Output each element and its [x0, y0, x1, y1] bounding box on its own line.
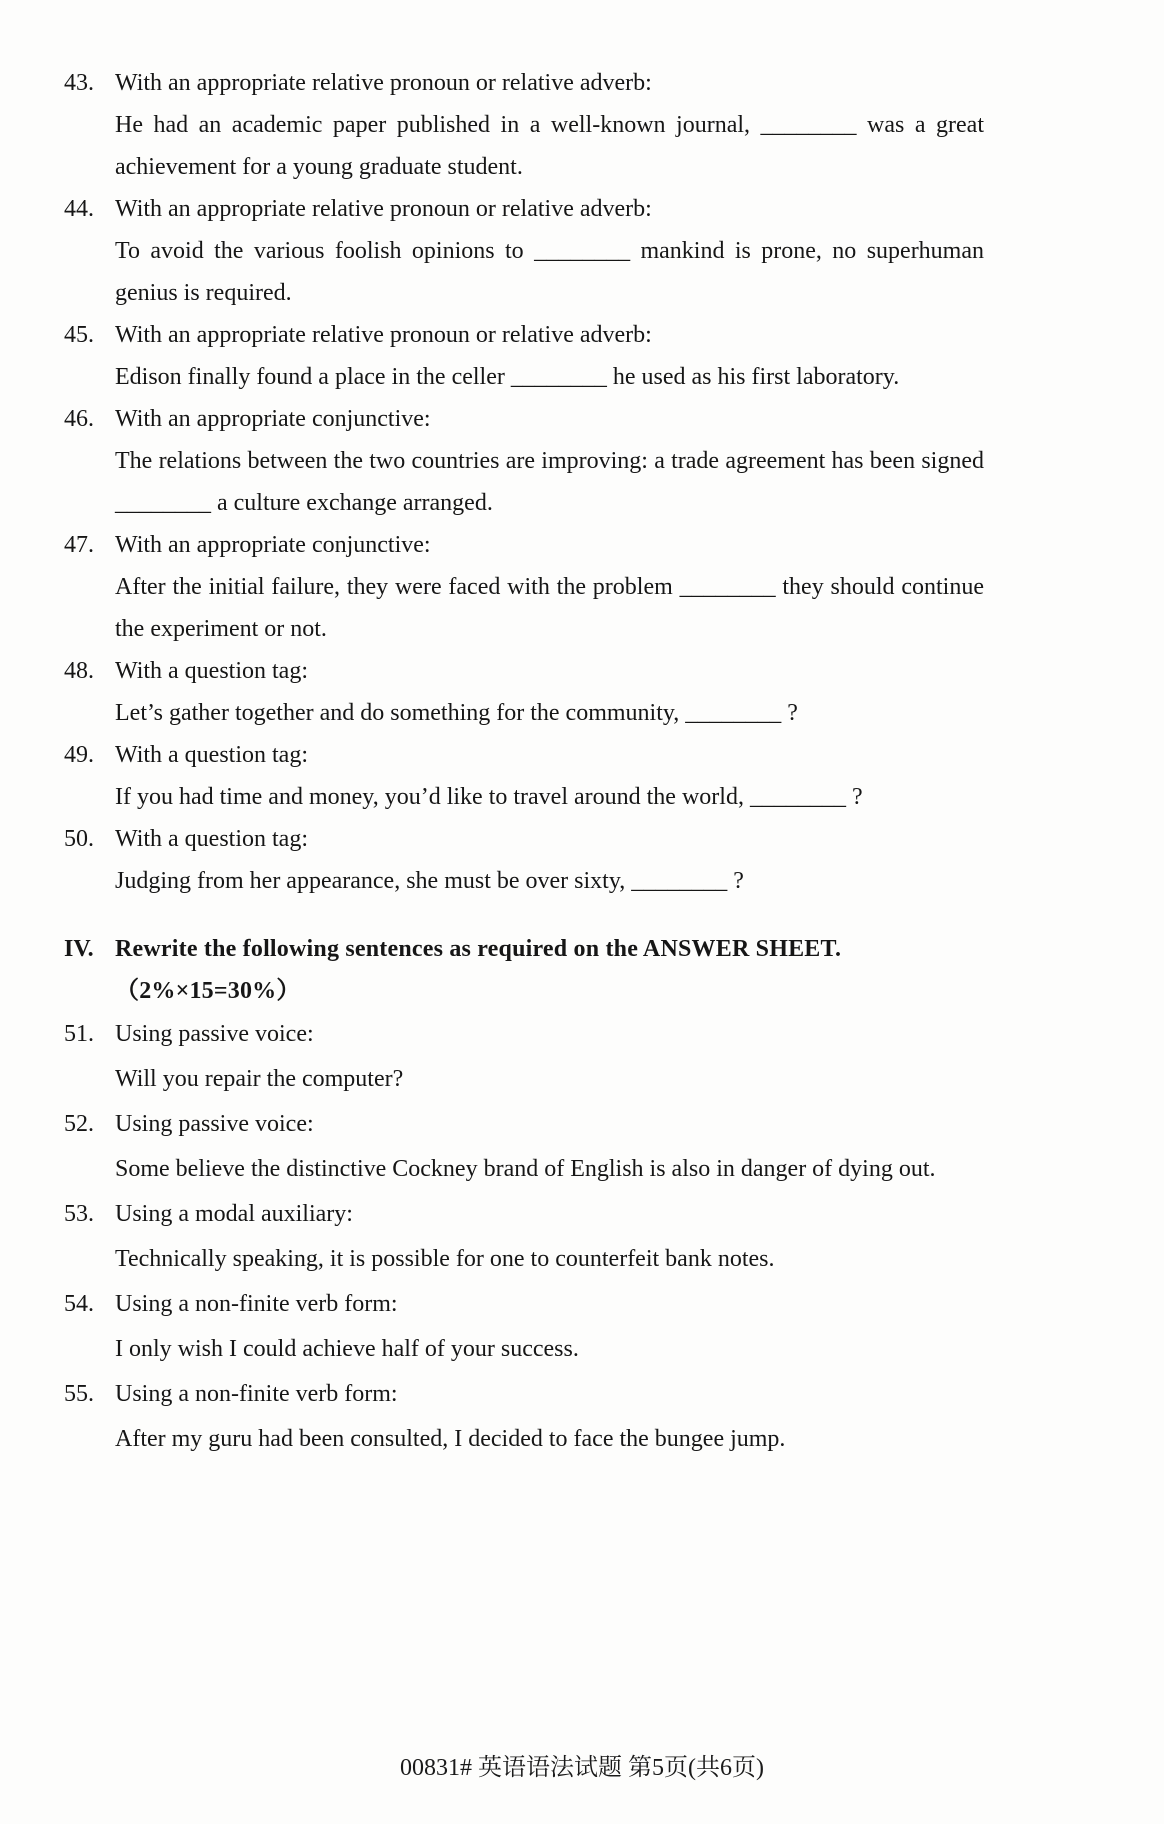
question-instruction: With an appropriate relative pronoun or relative adverb:	[115, 196, 652, 222]
question-instruction: With a question tag:	[115, 658, 308, 684]
question-number: 44.	[64, 196, 94, 222]
question-sentence: After my guru had been consulted, I decided to face the bungee jump.	[115, 1426, 786, 1452]
question-instruction: With a question tag:	[115, 826, 308, 852]
question-number: 46.	[64, 406, 94, 432]
question-number: 54.	[64, 1291, 94, 1317]
question-item	[64, 818, 984, 902]
question-item	[64, 188, 984, 314]
question-number: 53.	[64, 1201, 94, 1227]
question-sentence: Let’s gather together and do something for the community, ________ ?	[115, 700, 798, 726]
question-number: 50.	[64, 826, 94, 852]
question-sentence: To avoid the various foolish opinions to ________ mankind is prone, no superhuman genius is required.	[115, 238, 984, 306]
question-instruction: Using a non-finite verb form:	[115, 1291, 398, 1317]
section-header	[64, 928, 984, 1012]
question-sentence: Technically speaking, it is possible for one to counterfeit bank notes.	[115, 1246, 775, 1272]
question-instruction: With a question tag:	[115, 742, 308, 768]
question-number: 55.	[64, 1381, 94, 1407]
question-number: 49.	[64, 742, 94, 768]
page-footer: 00831# 英语语法试题 第5页(共6页)	[400, 1755, 764, 1781]
question-number: 52.	[64, 1111, 94, 1137]
question-instruction: With an appropriate conjunctive:	[115, 532, 431, 558]
question-item	[64, 314, 984, 398]
fill-section	[64, 62, 984, 902]
question-number: 51.	[64, 1021, 94, 1047]
question-instruction: Using passive voice:	[115, 1021, 314, 1047]
question-instruction: With an appropriate conjunctive:	[115, 406, 431, 432]
question-number: 47.	[64, 532, 94, 558]
question-item	[64, 1102, 984, 1192]
section-title: Rewrite the following sentences as required on the ANSWER SHEET.	[115, 936, 842, 962]
question-sentence: He had an academic paper published in a well-known journal, ________ was a great achievement for a young graduate student.	[115, 112, 984, 180]
section-label: IV.	[64, 936, 94, 962]
question-sentence: I only wish I could achieve half of your success.	[115, 1336, 579, 1362]
question-item	[64, 524, 984, 650]
question-number: 45.	[64, 322, 94, 348]
question-number: 48.	[64, 658, 94, 684]
question-sentence: Judging from her appearance, she must be over sixty, ________ ?	[115, 868, 744, 894]
rewrite-section	[64, 1012, 984, 1462]
question-item	[64, 62, 984, 188]
question-instruction: With an appropriate relative pronoun or relative adverb:	[115, 70, 652, 96]
question-item	[64, 1012, 984, 1102]
question-item	[64, 398, 984, 524]
question-sentence: Will you repair the computer?	[115, 1066, 404, 1092]
section-points: （2%×15=30%）	[115, 978, 301, 1004]
question-item	[64, 650, 984, 734]
question-sentence: If you had time and money, you’d like to travel around the world, ________ ?	[115, 784, 863, 810]
question-instruction: Using a modal auxiliary:	[115, 1201, 353, 1227]
question-sentence: Edison finally found a place in the celler ________ he used as his first laboratory.	[115, 364, 900, 390]
question-instruction: With an appropriate relative pronoun or relative adverb:	[115, 322, 652, 348]
question-instruction: Using passive voice:	[115, 1111, 314, 1137]
question-item	[64, 1372, 984, 1462]
question-item	[64, 734, 984, 818]
question-instruction: Using a non-finite verb form:	[115, 1381, 398, 1407]
question-item	[64, 1192, 984, 1282]
question-number: 43.	[64, 70, 94, 96]
question-sentence: After the initial failure, they were faced with the problem ________ they should continue the experiment or not.	[115, 574, 984, 642]
question-sentence: The relations between the two countries are improving: a trade agreement has been signed ________ a culture exchange arranged.	[115, 448, 984, 516]
question-item	[64, 1282, 984, 1372]
question-sentence: Some believe the distinctive Cockney brand of English is also in danger of dying out.	[115, 1156, 936, 1182]
